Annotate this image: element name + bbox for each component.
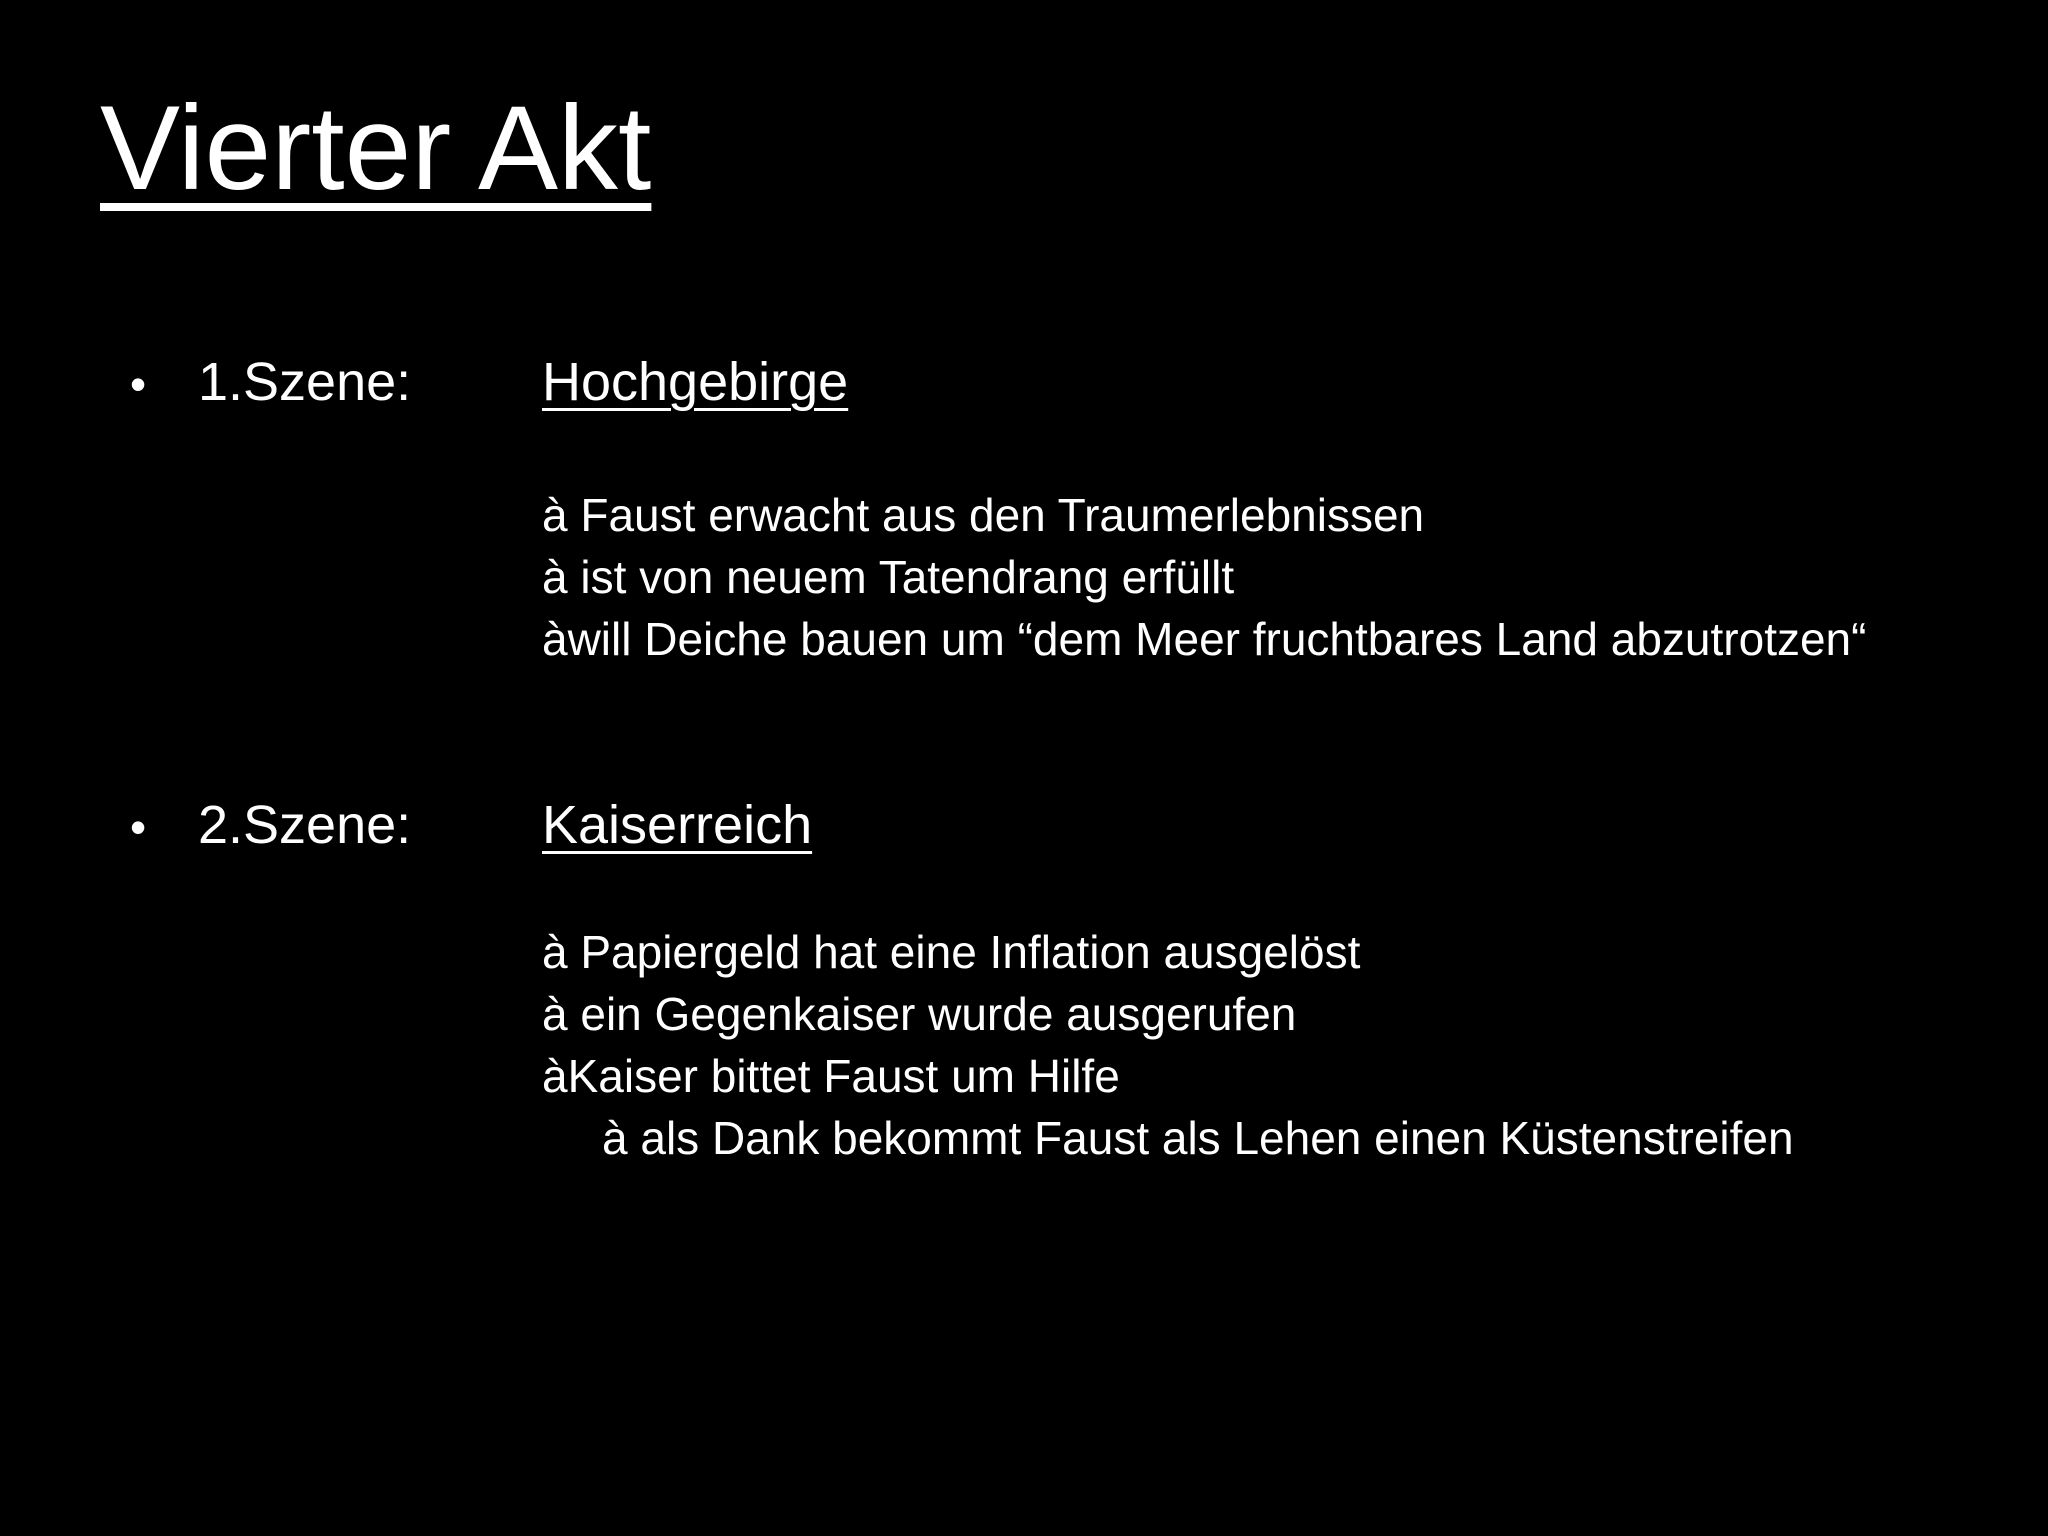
scene-location: Kaiserreich bbox=[542, 795, 813, 855]
scene-point: à ein Gegenkaiser wurde ausgerufen bbox=[542, 988, 1297, 1040]
scene-point: àwill Deiche bauen um “dem Meer fruchtbares Land abzutrotzen“ bbox=[542, 613, 1867, 665]
bullet-icon: • bbox=[130, 358, 147, 410]
scene-point: à ist von neuem Tatendrang erfüllt bbox=[542, 551, 1235, 603]
bullet-icon: • bbox=[130, 801, 147, 853]
scene-label: 2.Szene: bbox=[198, 795, 412, 855]
scene-point: à Faust erwacht aus den Traumerlebnissen bbox=[542, 489, 1425, 541]
scene-label: 1.Szene: bbox=[198, 352, 412, 412]
scene-points bbox=[542, 484, 1866, 670]
scene-point: à Papiergeld hat eine Inflation ausgelöst bbox=[542, 926, 1361, 978]
scene-point: àKaiser bittet Faust um Hilfe bbox=[542, 1050, 1120, 1102]
scene-points bbox=[542, 921, 1794, 1169]
scene-location: Hochgebirge bbox=[542, 352, 849, 412]
scene-point: à als Dank bekommt Faust als Lehen einen Küstenstreifen bbox=[602, 1112, 1794, 1164]
slide-title: Vierter Akt bbox=[100, 81, 652, 215]
